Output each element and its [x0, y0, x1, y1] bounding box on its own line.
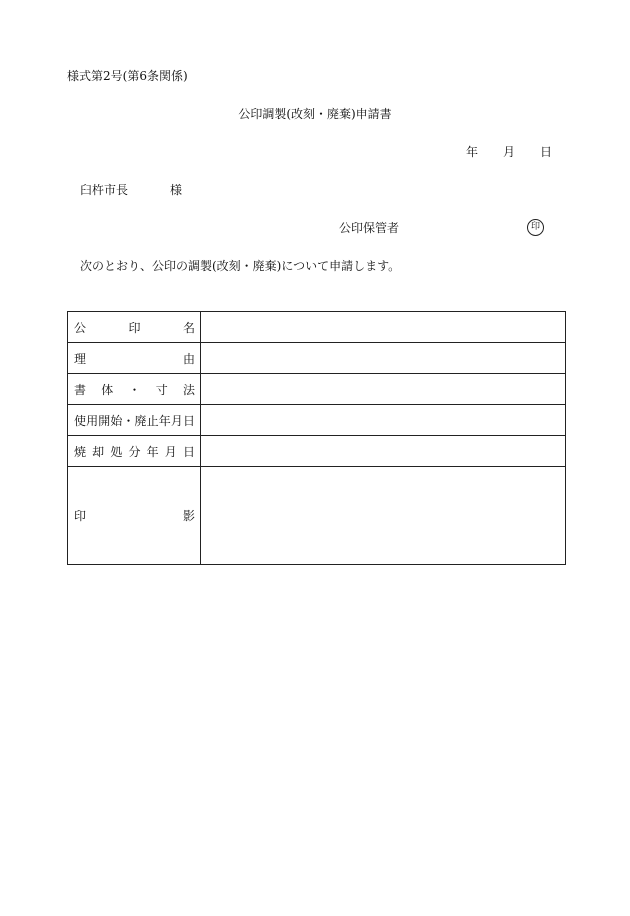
label-char: 印 — [128, 320, 141, 335]
label-char: 月 — [164, 444, 177, 459]
row-label-disposal-date — [68, 436, 201, 467]
label-char: 用 — [86, 413, 99, 428]
date-line — [466, 145, 552, 159]
row-value-usage-dates[interactable] — [201, 405, 566, 436]
label-char: 書 — [74, 382, 87, 397]
table-row-disposal-date — [68, 436, 566, 467]
label-char: ・ — [122, 413, 135, 428]
seal-mark-icon: 印 — [527, 219, 544, 236]
row-value-reason[interactable] — [201, 343, 566, 374]
label-char: 日 — [182, 413, 195, 428]
label-char: 年 — [158, 413, 171, 428]
row-value-seal-name[interactable] — [201, 312, 566, 343]
label-char: 止 — [146, 413, 159, 428]
row-value-disposal-date[interactable] — [201, 436, 566, 467]
label-char: 寸 — [155, 382, 168, 397]
addressee-name: 臼杵市長 — [80, 183, 129, 197]
table-row-usage-dates — [68, 405, 566, 436]
label-char: 却 — [92, 444, 105, 459]
label-char: 月 — [170, 413, 183, 428]
label-char: 分 — [128, 444, 141, 459]
label-char: 日 — [182, 444, 195, 459]
addressee-line — [80, 183, 182, 197]
date-month-label: 月 — [503, 145, 516, 159]
row-label-seal-name — [68, 312, 201, 343]
label-char: 由 — [182, 351, 195, 366]
label-char: 公 — [74, 320, 87, 335]
label-char: 焼 — [74, 444, 87, 459]
table-row-typeface-size — [68, 374, 566, 405]
application-table — [67, 311, 566, 565]
label-char: 開 — [98, 413, 111, 428]
table-row-reason — [68, 343, 566, 374]
row-label-reason — [68, 343, 201, 374]
applicant-label: 公印保管者 — [339, 221, 400, 235]
label-char: 廃 — [134, 413, 147, 428]
request-statement: 次のとおり、公印の調製(改刻・廃棄)について申請します。 — [80, 259, 401, 273]
label-char: 名 — [182, 320, 195, 335]
form-number: 様式第2号(第6条関係) — [67, 69, 188, 83]
date-year-label: 年 — [466, 145, 479, 159]
label-char: 影 — [182, 509, 195, 523]
label-char: 体 — [101, 382, 114, 397]
label-char: 使 — [74, 413, 87, 428]
addressee-honorific: 様 — [170, 183, 183, 197]
table-row-seal-name — [68, 312, 566, 343]
label-char: 始 — [110, 413, 123, 428]
table-row-seal-impression — [68, 467, 566, 565]
label-char: 年 — [146, 444, 159, 459]
document-title: 公印調製(改刻・廃棄)申請書 — [238, 107, 392, 121]
row-label-usage-dates — [68, 405, 201, 436]
label-char: ・ — [128, 382, 141, 397]
row-value-typeface-size[interactable] — [201, 374, 566, 405]
row-label-seal-impression — [68, 467, 201, 565]
label-char: 印 — [74, 509, 87, 523]
row-label-typeface-size — [68, 374, 201, 405]
date-day-label: 日 — [540, 145, 553, 159]
label-char: 法 — [182, 382, 195, 397]
row-value-seal-impression[interactable] — [201, 467, 566, 565]
label-char: 理 — [74, 351, 87, 366]
label-char: 処 — [110, 444, 123, 459]
